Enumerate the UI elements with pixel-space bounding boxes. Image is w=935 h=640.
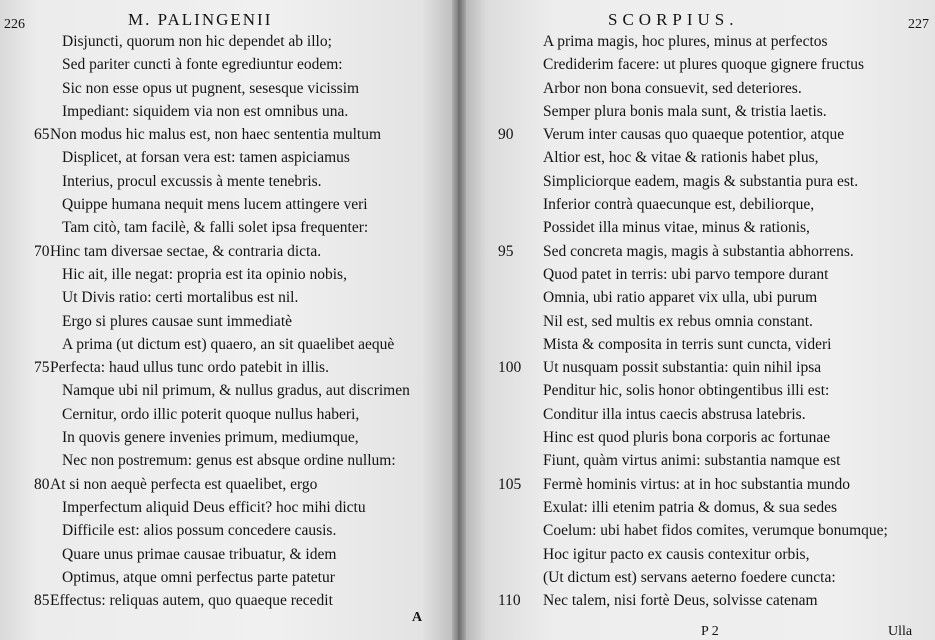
verse-text: Hic ait, ille negat: propria est ita opinio nobis,	[62, 265, 347, 283]
running-head: M. PALINGENII	[128, 10, 273, 29]
verse-line	[0, 449, 458, 472]
verse-line	[0, 496, 458, 519]
verse-text: Impediant: siquidem via non est omnibus una.	[62, 102, 349, 120]
verse-line	[458, 100, 935, 123]
verse-line	[0, 519, 458, 542]
verse-line	[0, 240, 458, 263]
verse-line	[458, 589, 935, 612]
verse-text: In quovis genere invenies primum, mediumque,	[62, 429, 359, 447]
verse-line	[458, 496, 935, 519]
verse-text: Non modus hic malus est, non haec sententia multum	[50, 126, 382, 144]
verse-text: Mista & composita in terris sunt cuncta, videri	[543, 335, 832, 353]
line-number: 95	[498, 242, 514, 260]
page-number: 227	[908, 17, 929, 32]
verse-text: Omnia, ubi ratio apparet vix ulla, ubi purum	[543, 289, 818, 307]
verse-line	[0, 193, 458, 216]
verse-text: Ut nusquam possit substantia: quin nihil ipsa	[543, 359, 822, 377]
verse-text: Penditur hic, solis honor obtingentibus illi est:	[543, 382, 830, 400]
verse-text: Inferior contrà quaecunque est, debiliorque,	[543, 196, 815, 214]
verse-text: Sic non esse opus ut pugnent, sesesque vicissim	[62, 79, 360, 97]
verse-line	[0, 543, 458, 566]
verse-text: Tam citò, tam facilè, & falli solet ipsa frequenter:	[62, 219, 369, 237]
verse-text: Fiunt, quàm virtus animi: substantia namque est	[543, 452, 841, 470]
running-head: SCORPIUS.	[608, 10, 739, 29]
verse-text: Fermè hominis virtus: at in hoc substantia mundo	[543, 475, 850, 493]
verse-line	[458, 333, 935, 356]
verse-line	[458, 543, 935, 566]
verse-text: Interius, procul excussis à mente tenebris.	[62, 172, 322, 190]
verse-text: Optimus, atque omni perfectus parte patetur	[62, 568, 335, 586]
line-number: 85	[34, 592, 50, 610]
verse-line	[458, 310, 935, 333]
verse-line	[458, 53, 935, 76]
verse-line	[0, 216, 458, 239]
verse-text: Hinc tam diversae sectae, & contraria dicta.	[50, 242, 322, 260]
verse-text: At si non aequè perfecta est quaelibet, ergo	[50, 475, 318, 493]
signature-mark: P 2	[701, 624, 719, 639]
verse-text: A prima magis, hoc plures, minus at perfectos	[543, 33, 828, 50]
verse-text: Sed pariter cuncti à fonte egrediuntur eodem:	[62, 56, 343, 74]
verse-text: Imperfectum aliquid Deus efficit? hoc mihi dictu	[62, 498, 366, 516]
line-number: 65	[34, 126, 50, 144]
verse-text: Ut Divis ratio: certi mortalibus est nil.	[62, 289, 299, 307]
verse-text: Crediderim facere: ut plures quoque gignere fructus	[543, 56, 865, 74]
verse-line	[0, 356, 458, 379]
verse-line	[0, 310, 458, 333]
verse-line	[0, 263, 458, 286]
verse-line	[0, 566, 458, 589]
line-number: 80	[34, 475, 50, 493]
verse-line	[458, 263, 935, 286]
verse-line	[458, 379, 935, 402]
verse-line	[458, 30, 935, 53]
verse-text: (Ut dictum est) servans aeterno foedere cuncta:	[543, 568, 836, 586]
verse-text: Arbor non bona consuevit, sed deteriores.	[543, 79, 802, 97]
verse-line	[0, 146, 458, 169]
verse-text: Effectus: reliquas autem, quo quaeque recedit	[50, 592, 333, 610]
line-number: 100	[498, 359, 522, 377]
verse-line	[458, 240, 935, 263]
verse-line	[0, 170, 458, 193]
verse-text: A prima (ut dictum est) quaero, an sit quaelibet aequè	[62, 335, 395, 353]
verse-line	[0, 30, 458, 53]
line-number: 70	[34, 242, 50, 260]
verse-line	[0, 286, 458, 309]
verse-text: Coelum: ubi habet fidos comites, verumque bonumque;	[543, 522, 888, 540]
verse-line	[0, 426, 458, 449]
verse-text: Difficile est: alios possum concedere causis.	[62, 522, 337, 540]
verse-text: Hoc igitur pacto ex causis contexitur orbis,	[543, 545, 810, 563]
verse-line	[458, 170, 935, 193]
verse-line	[458, 519, 935, 542]
verse-lines	[0, 30, 458, 612]
verse-line	[458, 286, 935, 309]
verse-text: Conditur illa intus caecis abstrusa latebris.	[543, 405, 806, 423]
verse-line	[0, 123, 458, 146]
catchword: Ulla	[888, 624, 913, 639]
verse-line	[458, 356, 935, 379]
verse-text: Displicet, at forsan vera est: tamen aspiciamus	[62, 149, 350, 167]
verse-line	[458, 193, 935, 216]
verse-text: Quare unus primae causae tribuatur, & idem	[62, 545, 337, 563]
left-page	[0, 0, 458, 640]
verse-line	[458, 473, 935, 496]
verse-line	[0, 379, 458, 402]
verse-lines	[458, 30, 935, 612]
verse-text: Nec non postremum: genus est absque ordine nullum:	[62, 452, 396, 470]
verse-text: Cernitur, ordo illic poterit quoque nullus haberi,	[62, 405, 360, 423]
verse-line	[458, 123, 935, 146]
verse-text: Hinc est quod pluris bona corporis ac fortunae	[543, 429, 831, 447]
verse-line	[0, 333, 458, 356]
verse-text: Verum inter causas quo quaeque potentior, atque	[543, 126, 845, 144]
verse-text: Exulat: illi etenim patria & domus, & sua sedes	[543, 498, 838, 516]
verse-text: Namque ubi nil primum, & nullus gradus, aut discrimen	[62, 382, 410, 400]
verse-text: Quod patet in terris: ubi parvo tempore durant	[543, 265, 829, 283]
verse-line	[0, 589, 458, 612]
verse-line	[0, 100, 458, 123]
verse-text: Nil est, sed multis ex rebus omnia constant.	[543, 312, 813, 330]
verse-line	[0, 473, 458, 496]
verse-line	[458, 403, 935, 426]
verse-line	[458, 146, 935, 169]
verse-line	[458, 566, 935, 589]
verse-line	[458, 426, 935, 449]
verse-line	[458, 449, 935, 472]
verse-text: Sed concreta magis, magis à substantia abhorrens.	[543, 242, 854, 260]
right-page	[458, 0, 935, 640]
verse-text: Semper plura bonis mala sunt, & tristia laetis.	[543, 102, 827, 120]
signature-mark: A	[412, 610, 423, 625]
verse-text: Altior est, hoc & vitae & rationis habet plus,	[543, 149, 819, 167]
page-number: 226	[4, 17, 25, 32]
verse-text: Possidet illa minus vitae, minus & rationis,	[543, 219, 810, 237]
verse-text: Disjuncti, quorum non hic dependet ab illo;	[62, 33, 332, 50]
verse-text: Quippe humana nequit mens lucem attingere veri	[62, 196, 368, 214]
verse-line	[0, 53, 458, 76]
verse-line	[0, 77, 458, 100]
verse-line	[0, 403, 458, 426]
verse-line	[458, 77, 935, 100]
verse-text: Nec talem, nisi fortè Deus, solvisse catenam	[543, 592, 818, 610]
verse-line	[458, 216, 935, 239]
line-number: 105	[498, 475, 522, 493]
line-number: 90	[498, 126, 514, 144]
verse-text: Ergo si plures causae sunt immediatè	[62, 312, 293, 330]
line-number: 75	[34, 359, 50, 377]
verse-text: Perfecta: haud ullus tunc ordo patebit in illis.	[50, 359, 329, 377]
line-number: 110	[498, 592, 521, 610]
verse-text: Simpliciorque eadem, magis & substantia pura est.	[543, 172, 859, 190]
